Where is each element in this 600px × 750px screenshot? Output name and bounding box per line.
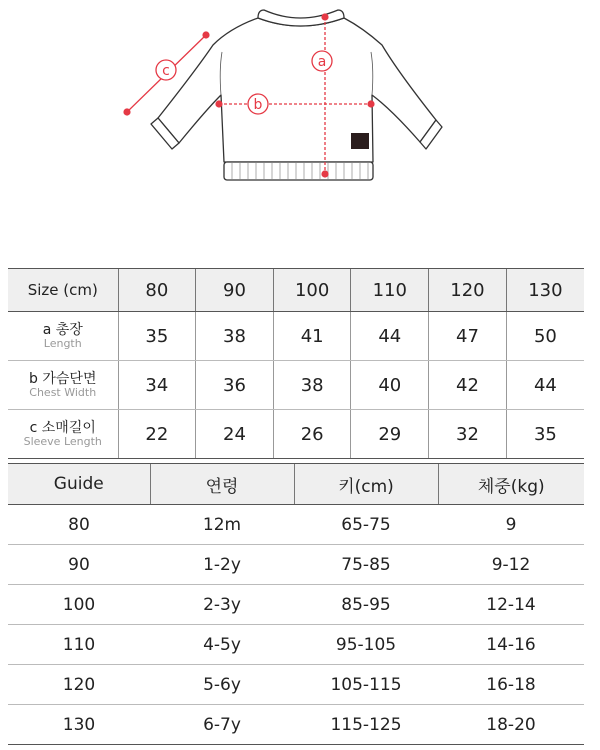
row-label-ko: c 소매길이 — [29, 419, 96, 436]
guide-row — [8, 625, 584, 665]
label-c: c — [162, 63, 170, 79]
size-cell: 35 — [118, 312, 196, 361]
chest-left-dot — [215, 100, 222, 107]
size-row-length — [8, 312, 584, 361]
brand-tag — [351, 133, 369, 149]
guide-cell: 115-125 — [294, 705, 438, 745]
guide-cell: 2-3y — [150, 585, 294, 625]
size-cell: 26 — [273, 410, 351, 459]
size-header-cell: 80 — [118, 269, 196, 312]
guide-cell: 12m — [150, 505, 294, 545]
guide-cell: 4-5y — [150, 625, 294, 665]
sleeve-bottom-dot — [123, 108, 130, 115]
row-label — [8, 312, 118, 361]
guide-cell: 12-14 — [438, 585, 584, 625]
guide-cell: 16-18 — [438, 665, 584, 705]
guide-row — [8, 545, 584, 585]
guide-cell: 9 — [438, 505, 584, 545]
guide-cell: 130 — [8, 705, 150, 745]
guide-header-cell: 연령 — [150, 464, 294, 505]
size-cell: 40 — [351, 361, 429, 410]
size-cell: 38 — [273, 361, 351, 410]
size-cell: 41 — [273, 312, 351, 361]
size-cell: 42 — [429, 361, 507, 410]
guide-header-cell: Guide — [8, 464, 150, 505]
label-b: b — [253, 97, 263, 113]
guide-cell: 5-6y — [150, 665, 294, 705]
size-header-cell: 120 — [429, 269, 507, 312]
size-cell: 32 — [429, 410, 507, 459]
hem-band — [224, 162, 373, 180]
guide-row — [8, 585, 584, 625]
size-cell: 34 — [118, 361, 196, 410]
size-cell: 44 — [506, 361, 584, 410]
size-cell: 22 — [118, 410, 196, 459]
length-bottom-dot — [321, 170, 328, 177]
guide-cell: 6-7y — [150, 705, 294, 745]
guide-cell: 85-95 — [294, 585, 438, 625]
size-row-chest — [8, 361, 584, 410]
row-label-ko: a 총장 — [42, 321, 83, 338]
size-table — [8, 268, 584, 459]
size-cell: 50 — [506, 312, 584, 361]
guide-cell: 75-85 — [294, 545, 438, 585]
chest-right-dot — [367, 100, 374, 107]
guide-table — [8, 463, 584, 745]
size-cell: 29 — [351, 410, 429, 459]
guide-cell: 65-75 — [294, 505, 438, 545]
guide-table-header — [8, 464, 584, 505]
label-a: a — [317, 54, 327, 70]
guide-cell: 1-2y — [150, 545, 294, 585]
length-top-dot — [321, 13, 328, 20]
size-cell: 24 — [196, 410, 274, 459]
size-header-cell: 130 — [506, 269, 584, 312]
size-header-cell: Size (cm) — [8, 269, 118, 312]
guide-cell: 105-115 — [294, 665, 438, 705]
guide-cell: 18-20 — [438, 705, 584, 745]
guide-cell: 110 — [8, 625, 150, 665]
guide-header-cell: 체중(kg) — [438, 464, 584, 505]
guide-cell: 14-16 — [438, 625, 584, 665]
guide-cell: 120 — [8, 665, 150, 705]
row-label-en: Sleeve Length — [23, 434, 102, 448]
guide-cell: 100 — [8, 585, 150, 625]
guide-cell: 95-105 — [294, 625, 438, 665]
sleeve-top-dot — [202, 31, 209, 38]
guide-row — [8, 665, 584, 705]
row-label-en: Length — [43, 336, 82, 350]
size-table-header — [8, 269, 584, 312]
size-cell: 44 — [351, 312, 429, 361]
size-cell: 35 — [506, 410, 584, 459]
size-header-cell: 110 — [351, 269, 429, 312]
row-label — [8, 361, 118, 410]
row-label — [8, 410, 118, 459]
guide-row — [8, 505, 584, 545]
row-label-en: Chest Width — [29, 385, 97, 399]
guide-header-cell: 키(cm) — [294, 464, 438, 505]
size-header-cell: 100 — [273, 269, 351, 312]
sweatshirt-body — [158, 18, 436, 162]
guide-cell: 80 — [8, 505, 150, 545]
guide-cell: 90 — [8, 545, 150, 585]
size-row-sleeve — [8, 410, 584, 459]
size-cell: 38 — [196, 312, 274, 361]
row-label-ko: b 가슴단면 — [29, 370, 97, 387]
sweatshirt-diagram — [0, 0, 600, 260]
size-header-cell: 90 — [196, 269, 274, 312]
size-cell: 47 — [429, 312, 507, 361]
size-cell: 36 — [196, 361, 274, 410]
guide-cell: 9-12 — [438, 545, 584, 585]
guide-row — [8, 705, 584, 745]
